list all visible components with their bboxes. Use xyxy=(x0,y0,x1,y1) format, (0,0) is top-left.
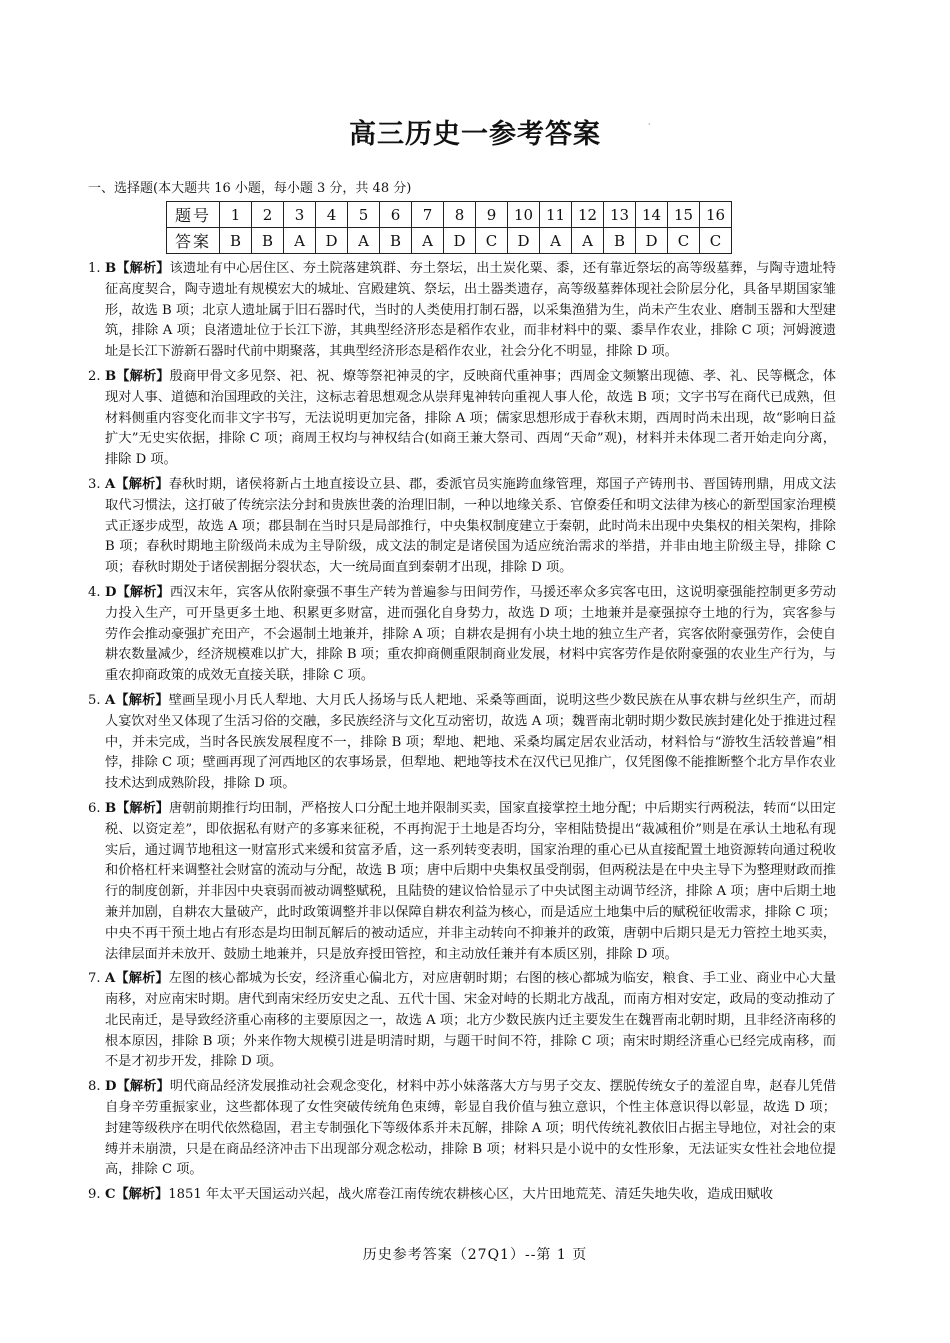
analysis-tag: 【解析】 xyxy=(116,368,170,384)
answer-table-answer-row xyxy=(167,228,732,254)
answer-cell: B xyxy=(604,228,636,254)
answer-cell: A xyxy=(540,228,572,254)
analysis-tag: 【解析】 xyxy=(115,692,169,708)
analysis-item-number: 6. xyxy=(88,800,101,816)
question-number-cell: 5 xyxy=(348,202,380,228)
analysis-tag: 【解析】 xyxy=(116,800,169,816)
analysis-tag: 【解析】 xyxy=(116,1079,170,1095)
analysis-tag: 【解析】 xyxy=(116,261,170,276)
question-number-cell: 16 xyxy=(700,202,732,228)
question-number-cell: 14 xyxy=(636,202,668,228)
question-number-cell: 6 xyxy=(380,202,412,228)
analysis-item xyxy=(88,1077,836,1181)
analysis-item-number: 7. xyxy=(88,971,101,987)
answer-table-answer-header: 答案 xyxy=(167,228,220,254)
question-number-cell: 11 xyxy=(540,202,572,228)
answer-cell: A xyxy=(412,228,444,254)
question-number-cell: 13 xyxy=(604,202,636,228)
answer-cell: A xyxy=(572,228,604,254)
analysis-item-number: 4. xyxy=(88,584,101,600)
analysis-text: 殷商甲骨文多见祭、祀、祝、燎等祭祀神灵的字，反映商代重神事；西周金文频繁出现德、孝、礼、民等概念，体现对人事、道德和治国理政的关注，这标志着思想观念从崇拜鬼神转向重视人事人伦，故选 B 项；文字书写在商代已成熟，但材料侧重内容变化而非文字书写，无法说明更加完备，排除 A 项；儒家思想形成于春秋末期，西周时尚未出现，故“影响日益扩大”无史实依据，排除 C 项；商周王权均与神权结合(如商王兼大祭司、西周“天命”观)，材料并未体现二者开始走向分离，排除 D 项。 xyxy=(105,368,836,468)
question-number-cell: 12 xyxy=(572,202,604,228)
analysis-tag: 【解析】 xyxy=(116,584,170,600)
analysis-item-body xyxy=(105,969,836,1073)
analysis-item-number: 2. xyxy=(88,368,101,384)
analysis-answer-letter: A xyxy=(105,692,116,708)
analysis-item-number: 9. xyxy=(88,1187,101,1203)
answer-cell: C xyxy=(700,228,732,254)
analysis-text: 西汉末年，宾客从依附豪强不事生产转为普遍参与田间劳作，马援还率众多宾客屯田，这说明豪强能控制更多劳动力投入生产，可开垦更多土地、积累更多财富，进而强化自身势力，故选 D 项；土地兼并是豪强掠夺土地的行为，宾客参与劳作会推动豪强扩充田产，不会遏制土地兼并，排除 A 项；自耕农是拥有小块土地的独立生产者，宾客依附豪强劳作，会使自耕农数量减少，经济规模难以扩大，排除 B 项；重农抑商侧重限制商业发展，材料中宾客劳作是依附豪强的农业生产行为，与重农抑商政策的成效无直接关联，排除 C 项。 xyxy=(105,584,837,684)
analysis-tag: 【解析】 xyxy=(115,971,169,987)
analysis-item xyxy=(88,1185,836,1206)
analysis-tag: 【解析】 xyxy=(115,1187,169,1203)
analysis-item xyxy=(88,691,836,795)
question-number-cell: 1 xyxy=(220,202,252,228)
analysis-answer-letter: B xyxy=(105,368,117,384)
analysis-item xyxy=(88,475,836,579)
answer-cell: B xyxy=(252,228,284,254)
question-number-cell: 2 xyxy=(252,202,284,228)
section-heading: 一、选择题(本大题共 16 小题，每小题 3 分，共 48 分) xyxy=(88,181,412,196)
analysis-text: 该遗址有中心居住区、夯土院落建筑群、夯土祭坛，出土炭化粟、黍，还有靠近祭坛的高等级墓葬，与陶寺遗址特征高度契合，陶寺遗址有规模宏大的城址、宫殿建筑、祭坛，出土器类遗存，高等级墓葬体现社会阶层分化，具备早期国家雏形，故选 B 项；北京人遗址属于旧石器时代，当时的人类使用打制石器，以采集渔猎为生，尚未产生农业、磨制玉器和大型建筑，排除 A 项；良渚遗址位于长江下游，其典型经济形态是稻作农业，而非材料中的粟、黍旱作农业，排除 C 项；河姆渡遗址是长江下游新石器时代前中期聚落，其典型经济形态是稻作农业，社会分化不明显，排除 D 项。 xyxy=(105,261,836,360)
analysis-item xyxy=(88,799,836,965)
analysis-item xyxy=(88,969,836,1073)
analysis-item-number: 1. xyxy=(88,261,101,276)
question-number-cell: 10 xyxy=(508,202,540,228)
analysis-item-number: 3. xyxy=(88,476,101,492)
question-number-cell: 15 xyxy=(668,202,700,228)
analysis-text: 左图的核心都城为长安，经济重心偏北方，对应唐朝时期；右图的核心都城为临安，粮食、手工业、商业中心大量南移，对应南宋时期。唐代到南宋经历安史之乱、五代十国、宋金对峙的长期北方战乱，而南方相对安定，政局的变动推动了北民南迁，是导致经济重心南移的主要原因之一，故选 A 项；北方少数民族内迁主要发生在魏晋南北朝时期，且非经济南移的根本原因，排除 B 项；外来作物大规模引进是明清时期，与题干时间不符，排除 C 项；南宋时期经济重心已经完成南移，而不是才初步开发，排除 D 项。 xyxy=(105,971,837,1070)
analysis-item-body xyxy=(105,691,836,795)
analysis-text: 1851 年太平天国运动兴起，战火席卷江南传统农耕核心区，大片田地荒芜、清廷失地失收，造成田赋收 xyxy=(168,1187,774,1203)
analysis-answer-letter: D xyxy=(105,584,117,600)
analysis-text: 壁画呈现小月氏人犁地、大月氏人扬场与氐人耙地、采桑等画面，说明这些少数民族在从事农耕与丝织生产，而胡人宴饮对坐又体现了生活习俗的交融，多民族经济与文化互动密切，故选 A 项；魏晋南北朝时期少数民族封建化处于推进过程中，并未完成，当时各民族发展程度不一，排除 B 项；犁地、耙地、采桑均属定居农业活动，材料恰与“游牧生活较普遍”相悖，排除 C 项；壁画再现了河西地区的农事场景，但犁地、耙地等技术在汉代已见推广，仅凭图像不能推断整个北方旱作农业技术达到成熟阶段，排除 D 项。 xyxy=(105,692,837,792)
question-number-cell: 4 xyxy=(316,202,348,228)
analysis-item xyxy=(88,583,836,687)
analysis-answer-letter: D xyxy=(105,1079,117,1095)
answer-table-number-header: 题号 xyxy=(167,202,220,228)
analysis-item-body xyxy=(105,799,836,965)
page-footer: 历史参考答案（27Q1）--第 1 页 xyxy=(362,1247,588,1263)
analysis-item-number: 8. xyxy=(88,1079,101,1095)
answer-cell: D xyxy=(636,228,668,254)
question-number-cell: 9 xyxy=(476,202,508,228)
answer-cell: D xyxy=(316,228,348,254)
analysis-item-number: 5. xyxy=(88,692,101,708)
analysis-tag: 【解析】 xyxy=(115,476,169,492)
analysis-answer-letter: C xyxy=(105,1187,116,1203)
question-number-cell: 8 xyxy=(444,202,476,228)
analysis-item xyxy=(88,259,836,363)
analysis-answer-letter: B xyxy=(105,261,117,276)
page-title: 高三历史一参考答案 xyxy=(349,119,601,150)
analysis-text: 春秋时期，诸侯将新占土地直接设立县、郡，委派官员实施跨血缘管理，郑国子产铸刑书、晋国铸刑鼎，用成文法取代习惯法，这打破了传统宗法分封和贵族世袭的治理旧制，一种以地缘关系、官僚委任和明文法律为核心的新型国家治理模式正逐步成型，故选 A 项；郡县制在当时只是局部推行，中央集权制度建立于秦朝，此时尚未出现中央集权的相关架构，排除 B 项；春秋时期地主阶级尚未成为主导阶级，成文法的制定是诸侯国为适应统治需求的举措，并非由地主阶级主导，排除 C 项；春秋时期处于诸侯割据分裂状态，大一统局面直到秦朝才出现，排除 D 项。 xyxy=(105,476,837,576)
analysis-answer-letter: B xyxy=(105,800,117,816)
question-number-cell: 3 xyxy=(284,202,316,228)
analysis-text: 明代商品经济发展推动社会观念变化，材料中苏小妹落落大方与男子交友、摆脱传统女子的羞涩自卑，赵春儿凭借自身辛劳重振家业，这些都体现了女性突破传统角色束缚，彰显自我价值与独立意识，个性主体意识得以彰显，故选 D 项；封建等级秩序在明代依然稳固，君主专制强化下等级体系并未瓦解，排除 A 项；明代传统礼教依旧占据主导地位，对社会的束缚并未崩溃，只是在商品经济冲击下出现部分观念松动，排除 B 项；材料只是小说中的女性形象，无法证实女性社会地位提高，排除 C 项。 xyxy=(105,1079,837,1178)
analysis-item xyxy=(88,367,836,471)
analysis-item-body xyxy=(105,583,836,687)
analysis-item-body xyxy=(105,367,836,471)
answer-cell: D xyxy=(444,228,476,254)
scan-mark: · xyxy=(648,120,651,129)
analysis-text: 唐朝前期推行均田制，严格按人口分配土地并限制买卖，国家直接掌控土地分配；中后期实行两税法，转而“以田定税、以资定差”，即依据私有财产的多寡来征税，不再拘泥于土地是否均分，宰相陆贽提出“裁减租价”则是在承认土地私有现实后，通过调节地租这一财富形式来缓和贫富矛盾，这一系列转变表明，国家治理的重心已从直接配置土地资源转向通过税收和价格杠杆来调整社会财富的流动与分配，故选 B 项；唐中后期中央集权虽受削弱，但两税法是在中央主导下为整理财政而推行的制度创新，并非因中央衰弱而被动调整赋税，且陆贽的建议恰恰显示了中央试图主动调节经济，排除 A 项；唐中后期土地兼并加剧，自耕农大量破产，此时政策调整并非以保障自耕农利益为核心，而是适应土地集中后的赋税征收需求，排除 C 项；中央不再干预土地占有形态是均田制瓦解后的被动适应，并非主动转向不抑兼并的政策，唐朝中后期只是无力管控土地买卖，法律层面并未放开、鼓励土地兼并，只是放弃授田管控，和主动放任兼并有本质区别，排除 D 项。 xyxy=(105,800,836,962)
analysis-list xyxy=(88,259,836,1210)
answer-table xyxy=(166,201,732,254)
answer-cell: D xyxy=(508,228,540,254)
answer-cell: B xyxy=(380,228,412,254)
question-number-cell: 7 xyxy=(412,202,444,228)
analysis-answer-letter: A xyxy=(105,971,116,987)
answer-cell: C xyxy=(668,228,700,254)
analysis-item-body xyxy=(105,475,836,579)
answer-cell: B xyxy=(220,228,252,254)
analysis-item-body xyxy=(105,1077,836,1181)
analysis-item-body xyxy=(105,259,836,363)
answer-cell: A xyxy=(284,228,316,254)
analysis-item-body xyxy=(105,1185,836,1206)
analysis-answer-letter: A xyxy=(105,476,116,492)
answer-table-number-row xyxy=(167,202,732,228)
answer-cell: A xyxy=(348,228,380,254)
answer-cell: C xyxy=(476,228,508,254)
